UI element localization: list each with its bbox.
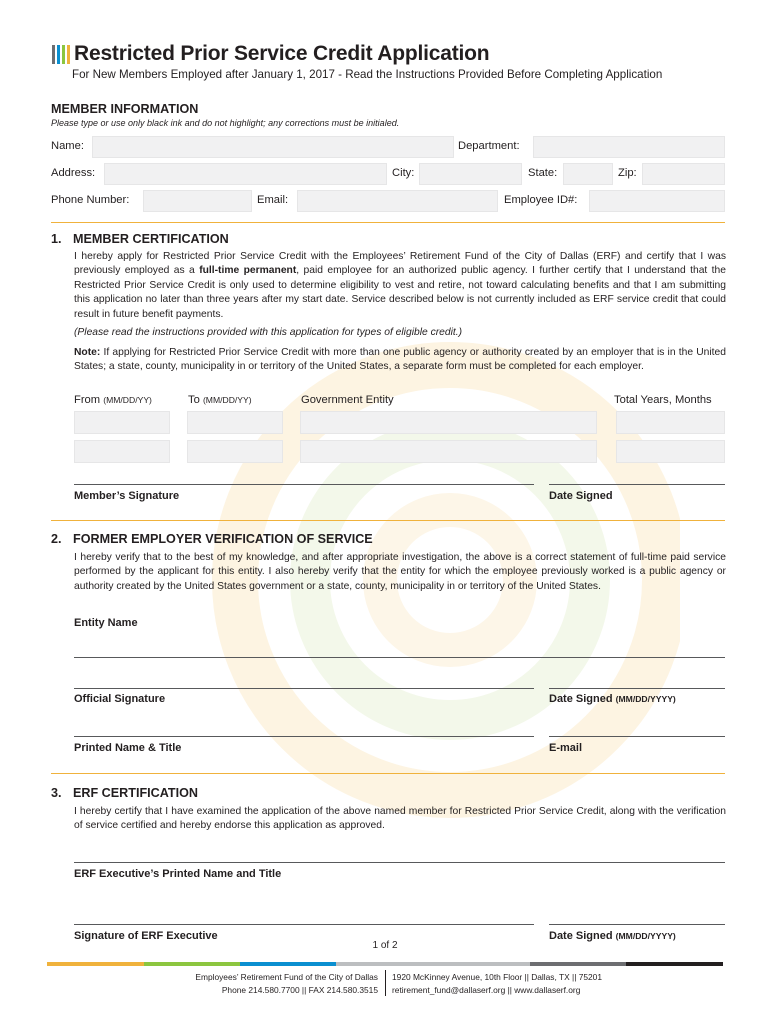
- city-field[interactable]: [419, 163, 522, 185]
- divider-rule: [51, 773, 725, 774]
- from-date-format: (MM/DD/YY): [103, 395, 152, 405]
- instructions-note-text: (Please read the instructions provided with this application for types of eligible credit.): [74, 327, 463, 338]
- email-field[interactable]: [297, 190, 498, 212]
- erf-executive-name-label: ERF Executive’s Printed Name and Title: [74, 868, 282, 880]
- zip-field[interactable]: [642, 163, 725, 185]
- date-format-hint: (MM/DD/YYYY): [615, 694, 676, 704]
- logo-bar-1: [52, 45, 55, 64]
- to-date-format: (MM/DD/YY): [202, 395, 252, 405]
- certification-text-a: I hereby apply for Restricted Prior Service Credit with the Employees’ Retirement Fund of the City of Dallas (ERF) and certify that I was previously employed as a: [74, 251, 726, 277]
- service-from-field-1[interactable]: [74, 411, 170, 434]
- footer-email-website[interactable]: retirement_fund@dallaserf.org || www.dallaserf.org: [392, 985, 581, 995]
- color-bar-segment: [626, 962, 723, 966]
- instructions-note: [74, 326, 726, 340]
- entity-name-label: Entity Name: [74, 617, 138, 629]
- government-entity-field-2[interactable]: [300, 440, 597, 463]
- state-label: State:: [528, 167, 558, 179]
- service-from-field-2[interactable]: [74, 440, 170, 463]
- to-label: To: [188, 394, 200, 406]
- color-bar-segment: [47, 962, 144, 966]
- erf-executive-name-line[interactable]: [74, 862, 725, 863]
- name-label: Name:: [51, 140, 84, 152]
- document-title: Restricted Prior Service Credit Application: [74, 42, 490, 65]
- color-bar-segment: [240, 962, 336, 966]
- official-email-line[interactable]: [549, 736, 725, 737]
- section-2-heading: [51, 532, 373, 546]
- divider-rule: [51, 520, 725, 521]
- date-signed-text: Date Signed: [549, 930, 613, 942]
- printed-name-title-label: Printed Name & Title: [74, 742, 182, 754]
- official-email-label: E-mail: [549, 742, 583, 754]
- section-number: 2.: [51, 532, 62, 546]
- color-bar-segment: [336, 962, 530, 966]
- section-title: FORMER EMPLOYER VERIFICATION OF SERVICE: [73, 532, 373, 546]
- from-column-header: [74, 394, 152, 406]
- full-time-permanent-emphasis: full-time permanent: [199, 265, 297, 277]
- member-signature-label: Member’s Signature: [74, 490, 180, 502]
- total-years-months-column-header: Total Years, Months: [614, 394, 712, 406]
- entity-name-line[interactable]: [74, 657, 725, 658]
- total-years-months-field-2[interactable]: [616, 440, 725, 463]
- footer-contact-info: [392, 971, 602, 997]
- employer-verification-text: I hereby verify that to the best of my knowledge, and after appropriate investigation, the above is a correct statement of full-time paid service performed by the applicant for this entity. I also hereby verify that the entity for which the employee previously worked is a public agency or authority created by the United States government or a state, county, municipality in or territory of the United States.: [74, 552, 726, 592]
- service-to-field-1[interactable]: [187, 411, 283, 434]
- zip-label: Zip:: [618, 167, 637, 179]
- color-bar-segment: [144, 962, 240, 966]
- date-signed-text: Date Signed: [549, 693, 613, 705]
- member-information-heading: MEMBER INFORMATION: [51, 102, 199, 116]
- employee-id-label: Employee ID#:: [504, 194, 578, 206]
- page-number: 1 of 2: [372, 940, 398, 951]
- erf-certification-text: I hereby certify that I have examined the application of the above named member for Restricted Prior Service Credit, along with the verification of service certified and hereby endorse this application as approved.: [74, 806, 726, 832]
- footer-address: 1920 McKinney Avenue, 10th Floor || Dallas, TX || 75201: [392, 972, 602, 982]
- official-signature-label: Official Signature: [74, 693, 166, 705]
- section-3-heading: [51, 786, 198, 800]
- official-date-signed-label: [549, 693, 676, 705]
- footer-separator: [385, 970, 386, 996]
- city-label: City:: [392, 167, 415, 179]
- address-label: Address:: [51, 167, 96, 179]
- erf-date-signed-line[interactable]: [549, 924, 725, 925]
- department-label: Department:: [458, 140, 520, 152]
- section-number: 3.: [51, 786, 62, 800]
- footer-org-name: Employees’ Retirement Fund of the City of Dallas: [195, 972, 378, 982]
- total-years-months-field-1[interactable]: [616, 411, 725, 434]
- member-date-signed-label: Date Signed: [549, 490, 613, 502]
- to-column-header: [188, 394, 252, 406]
- divider-rule: [51, 222, 725, 223]
- logo-bar-3: [62, 45, 65, 64]
- government-entity-field-1[interactable]: [300, 411, 597, 434]
- certification-text-b: , paid employee for an authorized public agency. I further certify that I understand that the Restricted Prior Service Credit is only used to determine eligibility to vest and retire, not toward calculating benefits and that I am submitting this application no later than three years after my start date. Service described below is not currently included as ERF service credit that could result in future benefit payments.: [74, 265, 726, 320]
- section-1-heading: [51, 232, 229, 246]
- member-signature-line[interactable]: [74, 484, 534, 485]
- section-title: MEMBER CERTIFICATION: [73, 232, 229, 246]
- official-signature-line[interactable]: [74, 688, 534, 689]
- name-field[interactable]: [92, 136, 454, 158]
- ink-instructions: Please type or use only black ink and do not highlight; any corrections must be initialed.: [51, 118, 400, 128]
- government-entity-column-header: Government Entity: [301, 394, 394, 406]
- note-text: If applying for Restricted Prior Service Credit with more than one public agency or authority created by an employer that is in the United States; a state, county, municipality in or territory of the United States, a separate form must be completed for each employer.: [74, 347, 726, 373]
- section-title: ERF CERTIFICATION: [73, 786, 198, 800]
- footer-org-info: [150, 971, 378, 997]
- logo-bar-2: [57, 45, 60, 64]
- multi-employer-note: [74, 346, 726, 375]
- department-field[interactable]: [533, 136, 725, 158]
- state-field[interactable]: [563, 163, 613, 185]
- color-bar-segment: [530, 962, 626, 966]
- footer-phone-fax: Phone 214.580.7700 || FAX 214.580.3515: [221, 985, 378, 995]
- footer-color-bar: [47, 962, 723, 966]
- phone-number-label: Phone Number:: [51, 194, 130, 206]
- document-subtitle: For New Members Employed after January 1, 2017 - Read the Instructions Provided Before Completing Application: [72, 68, 663, 81]
- erf-logo-bars: [52, 45, 70, 64]
- from-label: From: [74, 394, 101, 406]
- email-label: Email:: [257, 194, 289, 206]
- phone-number-field[interactable]: [143, 190, 252, 212]
- employee-id-field[interactable]: [589, 190, 725, 212]
- erf-executive-signature-line[interactable]: [74, 924, 534, 925]
- erf-executive-signature-label: Signature of ERF Executive: [74, 930, 218, 942]
- section-number: 1.: [51, 232, 62, 246]
- member-certification-text: [74, 250, 726, 322]
- service-to-field-2[interactable]: [187, 440, 283, 463]
- address-field[interactable]: [104, 163, 387, 185]
- printed-name-title-line[interactable]: [74, 736, 534, 737]
- date-format-hint: (MM/DD/YYYY): [615, 931, 676, 941]
- note-label: Note:: [74, 347, 101, 358]
- official-date-signed-line[interactable]: [549, 688, 725, 689]
- logo-bar-4: [67, 45, 70, 64]
- member-date-signed-line[interactable]: [549, 484, 725, 485]
